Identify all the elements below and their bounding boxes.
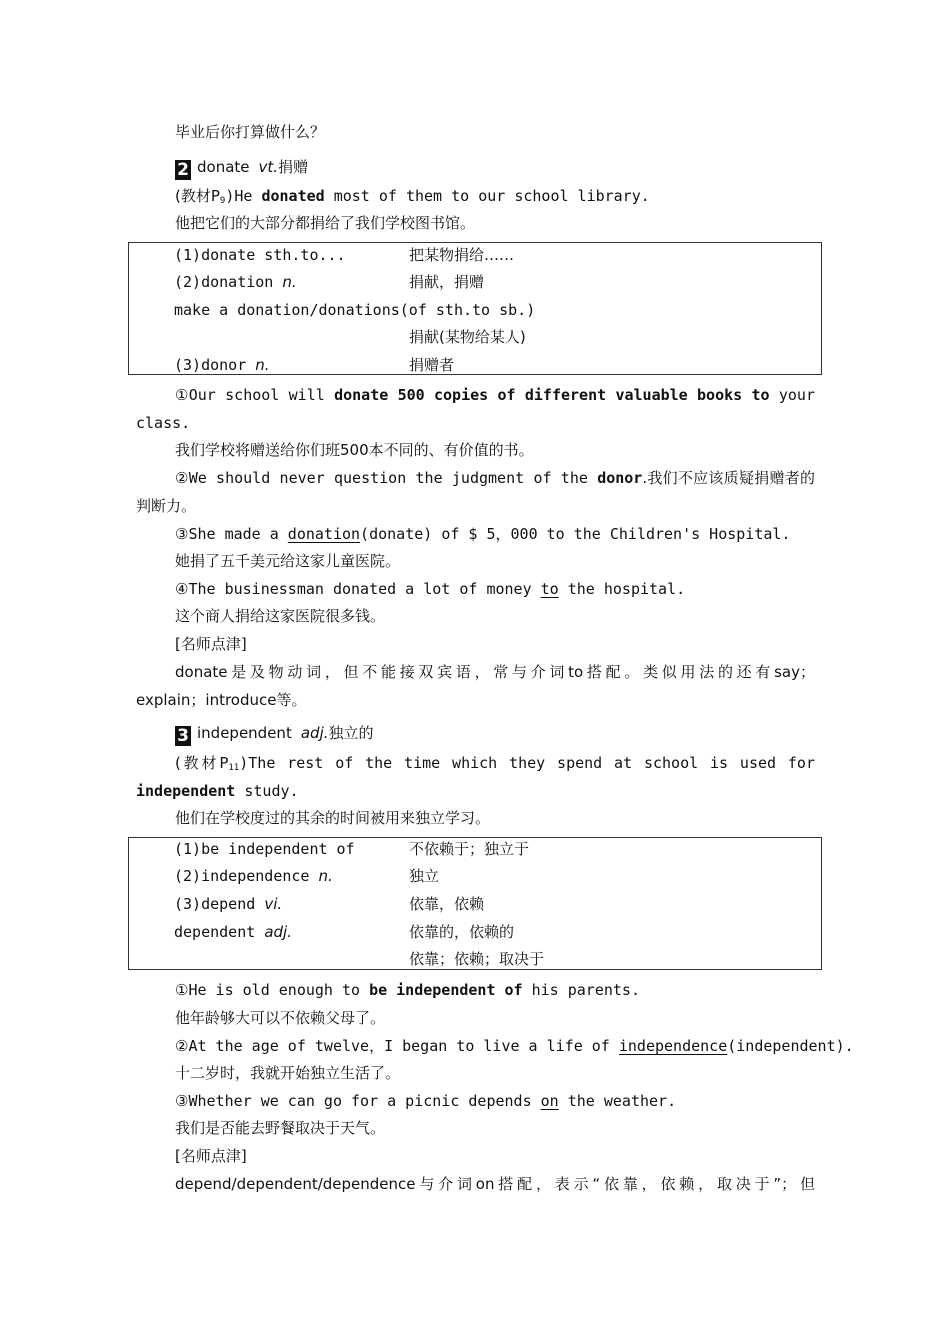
section-2-example-3: ③She made a donation(donate) of $ 5，000 to the Children's Hospital.	[175, 525, 791, 543]
section-3-usage-box: (1)be independent of 不依赖于；独立于 (2)independence n. 独立 (3)depend vi. 依靠，依赖 dependent adj. 依靠的，依赖的 依靠；依赖；取决于	[128, 837, 822, 970]
document-page: 毕业后你打算做什么？ 2 donate vt.捐赠 (教材$P_9)He$ donated most of them to our school library. 他把它们的大部分都捐给了我们学校图书馆。 (1)donate sth.to... 把某物捐给…… (2)donation n. 捐献，捐赠 make a donation/donations(of sth.to sb.) 捐献(某物给某人) (3)donor n. 捐赠者 ①Our school will donate 500 copies of different valuable books to your class. 我们学校将赠送给你们班500本不同的、有价值的书。 ②We should never question the judgment of the donor.我们不应该质疑捐赠者的 判断力。 ③She made a donation(donate) of $ 5，000 to the Children's Hospital. 她捐了五千美元给这家儿童医院。 ④The businessman donated a lot of money to the hospital. 这个商人捐给这家医院很多钱。 [名师点津] donate是及物动词，但不能接双宾语，常与介词to搭配。类似用法的还有say； explain；introduce等。 3 independent adj.独立的 (教材$P_{11})The$ rest of the time which they spend at school is used for independent study. 他们在学校度过的其余的时间被用来独立学习。 (1)be independent of 不依赖于；独立于 (2)independence n. 独立 (3)depend vi. 依靠，依赖 dependent adj. 依靠的，依赖的 依靠；依赖；取决于 ①He is old enough to be independent of his parents. 他年龄够大可以不依赖父母了。 ②At the age of twelve，I began to live a life of independence(independent). 十二岁时，我就开始独立生活了。 ③Whether we can go for a picnic depends on the weather. 我们是否能去野餐取决于天气。 [名师点津] depend/dependent/dependence与介词on搭配，表示“依靠，依赖，取决于”；但	[0, 0, 950, 1344]
section-2-example-1: ①Our school will donate 500 copies of different valuable books to your	[175, 386, 815, 404]
section-3-example: (教材$P_{11})The$ rest of the time which they spend at school is used for	[175, 754, 815, 773]
section-2-example-translation: 他把它们的大部分都捐给了我们学校图书馆。	[175, 214, 476, 232]
section-3-meaning: 独立的	[328, 724, 374, 742]
section-3-word: independent	[197, 724, 292, 742]
section-2-word: donate	[197, 158, 250, 176]
section-2-number: 2	[175, 160, 191, 180]
section-3-example-2: ②At the age of twelve，I began to live a life of independence(independent).	[175, 1037, 854, 1055]
intro-line: 毕业后你打算做什么？	[175, 123, 326, 141]
section-2-example-4: ④The businessman donated a lot of money to the hospital.	[175, 580, 686, 598]
section-2-pos: vt.	[258, 158, 279, 176]
section-3-number: 3	[175, 726, 191, 746]
section-2-tip-label: [名师点津]	[175, 635, 247, 653]
section-2-example-1-translation: 我们学校将赠送给你们班500本不同的、有价值的书。	[175, 441, 534, 459]
section-3-example-3: ③Whether we can go for a picnic depends on the weather.	[175, 1092, 677, 1110]
section-2-meaning: 捐赠	[278, 158, 309, 176]
section-3-tip-label: [名师点津]	[175, 1147, 247, 1165]
section-3-example-translation: 他们在学校度过的其余的时间被用来独立学习。	[175, 809, 491, 827]
section-2-usage-box: (1)donate sth.to... 把某物捐给…… (2)donation n. 捐献，捐赠 make a donation/donations(of sth.to sb.) 捐献(某物给某人) (3)donor n. 捐赠者	[128, 242, 822, 375]
section-2-tip: donate是及物动词，但不能接双宾语，常与介词to搭配。类似用法的还有say；	[175, 663, 815, 681]
section-2-example: (教材$P_9)He$ donated most of them to our school library.	[175, 187, 650, 206]
section-3-pos: adj.	[300, 724, 329, 742]
section-3-heading	[175, 722, 374, 746]
section-3-tip: depend/dependent/dependence与介词on搭配，表示“依靠，依赖，取决于”；但	[175, 1175, 815, 1193]
section-3-example-1: ①He is old enough to be independent of his parents.	[175, 981, 640, 999]
section-2-heading	[175, 156, 308, 180]
section-2-example-2: ②We should never question the judgment of the donor.我们不应该质疑捐赠者的	[175, 469, 815, 487]
